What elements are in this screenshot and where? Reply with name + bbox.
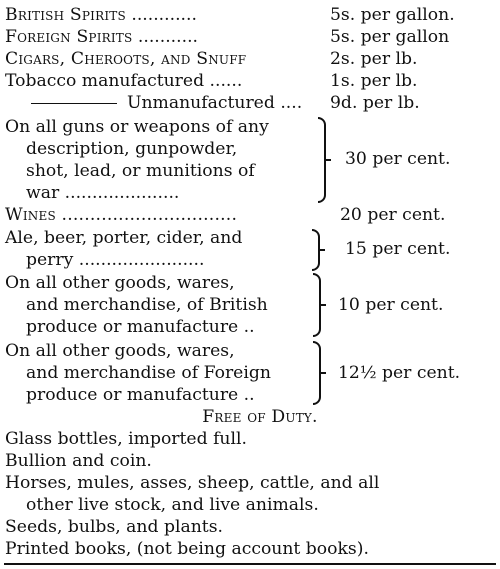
rate-ale: 15 per cent. [345, 239, 451, 259]
item-label: Foreign Spirits [5, 27, 133, 47]
item-wines: Wines ............................... [5, 205, 238, 225]
item-dots: ............ [131, 5, 197, 25]
group-guns-line-4: war ..................... [26, 183, 180, 203]
bottom-rule [4, 563, 496, 565]
brace [313, 273, 321, 337]
item-label: Tobacco manufactured [5, 71, 205, 91]
item-cigars [5, 48, 246, 70]
free-item: Printed books, (not being account books). [5, 539, 369, 559]
rate-foreign-goods: 12½ per cent. [338, 363, 461, 383]
rate-tobacco-manufactured: 1s. per lb. [330, 71, 418, 91]
item-label: Unmanufactured [127, 93, 275, 113]
free-item: Horses, mules, asses, sheep, cattle, and all [5, 473, 380, 493]
rate-british-spirits: 5s. per gallon. [330, 5, 455, 25]
ditto-dash [31, 103, 117, 104]
group-guns-line-3: shot, lead, or munitions of [26, 161, 255, 181]
group-ale-line-2: perry ....................... [26, 250, 205, 270]
item-label: Cigars, Cheroots, and Snuff [5, 49, 247, 69]
brace [312, 229, 320, 271]
brace [313, 341, 321, 405]
free-item: Bullion and coin. [5, 451, 152, 471]
rate-foreign-spirits: 5s. per gallon [330, 27, 450, 47]
item-foreign-spirits [5, 26, 198, 48]
free-item: Seeds, bulbs, and plants. [5, 517, 223, 537]
group-british-line-3: produce or manufacture .. [26, 317, 255, 337]
brace [318, 117, 326, 203]
item-dots: .... [280, 93, 303, 113]
group-british-line-2: and merchandise, of British [26, 295, 268, 315]
rate-cigars: 2s. per lb. [330, 49, 418, 69]
group-guns-line-1: On all guns or weapons of any [5, 117, 269, 137]
rate-tobacco-unmanufactured: 9d. per lb. [330, 93, 420, 113]
free-item: Glass bottles, imported full. [5, 429, 247, 449]
group-foreign-line-1: On all other goods, wares, [5, 341, 235, 361]
item-tobacco-manufactured [5, 70, 242, 92]
group-british-line-1: On all other goods, wares, [5, 273, 235, 293]
item-dots: ........... [137, 27, 199, 47]
rate-guns: 30 per cent. [345, 149, 451, 169]
group-foreign-line-2: and merchandise of Foreign [26, 363, 271, 383]
item-tobacco-unmanufactured [5, 92, 302, 114]
group-foreign-line-3: produce or manufacture .. [26, 385, 255, 405]
rate-british-goods: 10 per cent. [338, 295, 444, 315]
group-ale-line-1: Ale, beer, porter, cider, and [5, 228, 243, 248]
item-british-spirits [5, 4, 197, 26]
free-item-continued: other live stock, and live animals. [26, 495, 319, 515]
item-dots: ...... [209, 71, 243, 91]
group-guns-line-2: description, gunpowder, [26, 139, 238, 159]
free-of-duty-heading: Free of Duty. [202, 407, 318, 427]
rate-wines: 20 per cent. [340, 205, 446, 225]
item-label: British Spirits [5, 5, 126, 25]
